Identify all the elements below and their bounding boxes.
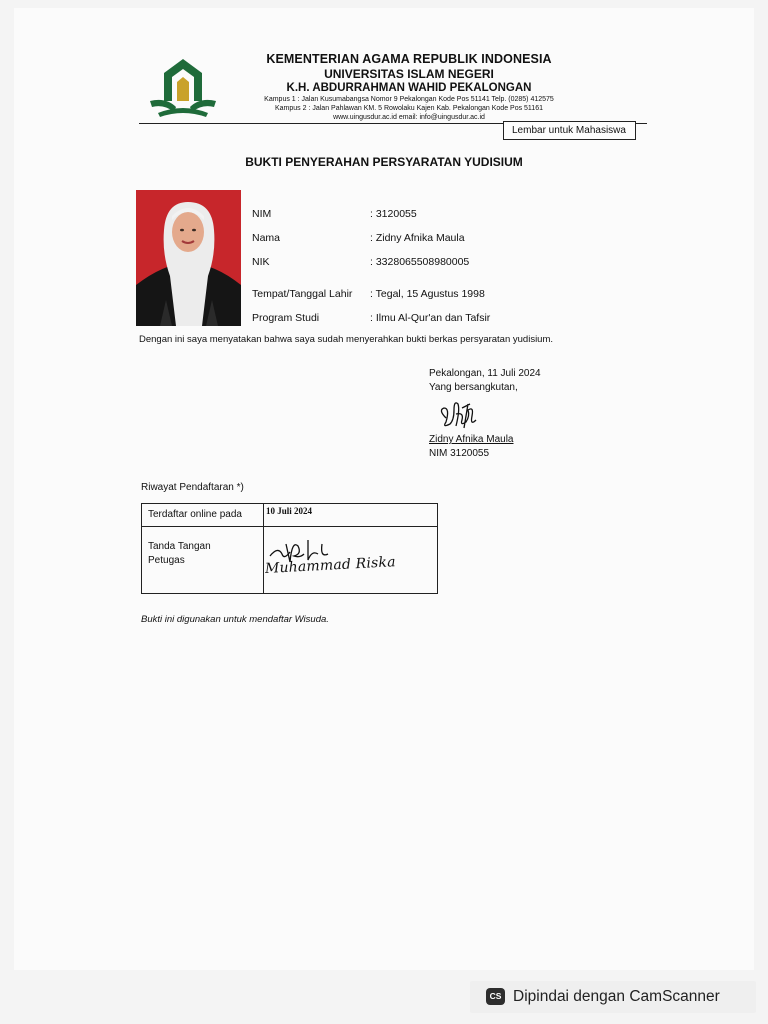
nama-label: Nama [252,232,281,244]
signer-nim: NIM 3120055 [429,448,490,459]
nama-value: : Zidny Afnika Maula [370,232,465,244]
university-label: UNIVERSITAS ISLAM NEGERI [324,67,494,81]
nim-value: : 3120055 [370,208,417,220]
student-portrait-icon [136,190,241,326]
nik-value: : 3328065508980005 [370,256,470,268]
officer-label: Tanda Tangan Petugas [148,541,211,566]
institution-header [224,52,594,122]
online-date: 10 Juli 2024 [266,506,313,516]
campus-2-address: Kampus 2 : Jalan Pahlawan KM. 5 Rowolaku Kajen Kab. Pekalongan Kode Pos 51161 [275,105,543,112]
statement-text: Dengan ini saya menyatakan bahwa saya sudah menyerahkan bukti berkas persyaratan yudisium. [139,334,554,345]
copy-label-box: Lembar untuk Mahasiswa [503,121,636,140]
ministry-name: KEMENTERIAN AGAMA REPUBLIK INDONESIA [266,52,552,66]
registration-heading: Riwayat Pendaftaran *) [141,482,244,493]
nik-label: NIK [252,256,270,268]
place-date: Pekalongan, 11 Juli 2024 [429,368,541,379]
camscanner-watermark [470,981,756,1013]
footnote: Bukti ini digunakan untuk mendaftar Wisuda. [141,614,329,625]
camscanner-text: Dipindai dengan CamScanner [513,988,720,1005]
document-page [14,8,754,970]
prodi-value: : Ilmu Al-Qur'an dan Tafsir [370,312,491,324]
contact-info: www.uingusdur.ac.id email: info@uingusdur.ac.id [333,114,485,121]
student-signature-icon [432,396,498,438]
university-name: K.H. ABDURRAHMAN WAHID PEKALONGAN [286,82,532,94]
camscanner-icon: CS [486,988,505,1005]
signer-name: Zidny Afnika Maula [429,434,514,445]
ttl-value: : Tegal, 15 Agustus 1998 [370,288,485,300]
officer-name: Muhammad Riska [264,554,397,577]
student-photo [136,190,241,326]
document-title: BUKTI PENYERAHAN PERSYARATAN YUDISIUM [245,155,523,169]
campus-1-address: Kampus 1 : Jalan Kusumabangsa Nomor 9 Pekalongan Kode Pos 51141 Telp. (0285) 412575 [264,96,554,103]
nim-label: NIM [252,208,272,220]
university-logo-icon [146,57,220,119]
ttl-label: Tempat/Tanggal Lahir [252,288,353,300]
signature-block [429,367,541,395]
closing-text: Yang bersangkutan, [429,382,518,393]
prodi-label: Program Studi [252,312,320,324]
online-label: Terdaftar online pada [148,509,242,520]
